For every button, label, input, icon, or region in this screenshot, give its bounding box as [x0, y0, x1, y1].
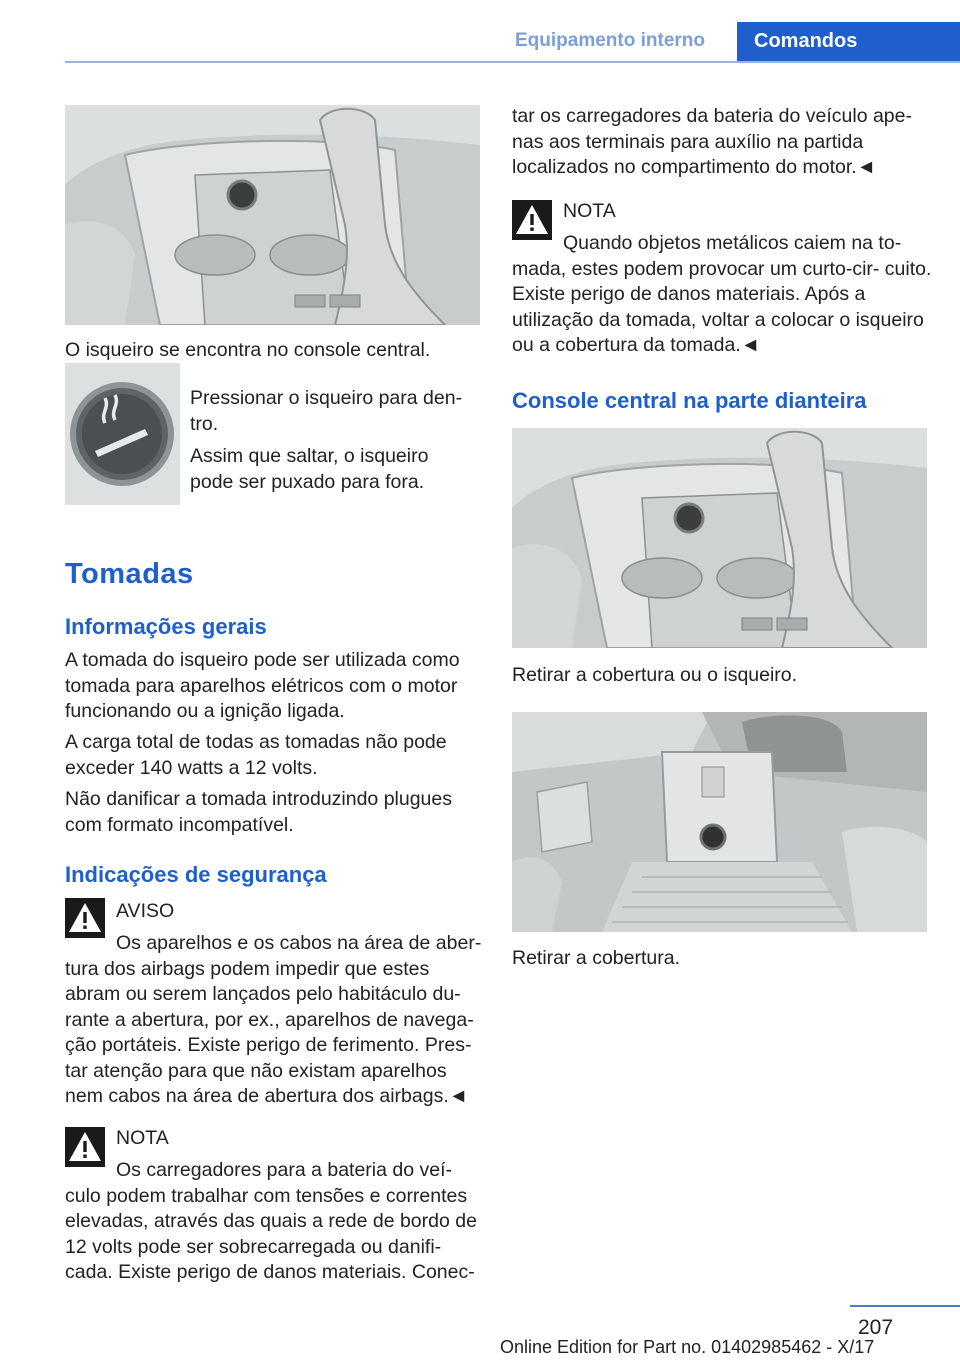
general-info-p3: Não danificar a tomada introduzindo plugues com formato incompatível.: [65, 788, 453, 836]
general-info-p2: A carga total de todas as tomadas não pode exceder 140 watts a 12 volts.: [65, 731, 447, 779]
photo-center-console-lighter: [65, 105, 480, 325]
note-text: Os carregadores para a bateria do veí‐ culo podem trabalhar com tensões e correntes elevadas, através das quais a rede de bordo de 12 volts pode ser sobrecarregada ou danifi‐ cada. Existe perigo de danos materiais. Conec‐: [65, 1159, 477, 1283]
chapter-tab-label: Comandos: [754, 30, 858, 52]
photo-rear-socket: [512, 712, 927, 932]
note-title: NOTA: [116, 1127, 169, 1149]
section-title-tomadas: Tomadas: [65, 558, 194, 590]
caption-lighter-location: O isqueiro se encontra no console central.: [65, 339, 431, 361]
caption-remove-cover: Retirar a cobertura.: [512, 947, 680, 969]
subheading-safety: Indicações de segurança: [65, 862, 327, 887]
footer-rule: [850, 1305, 960, 1307]
page-number: 207: [858, 1316, 894, 1339]
general-info-p1: A tomada do isqueiro pode ser utilizada como tomada para aparelhos elétricos com o motor funcionando ou a ignição ligada.: [65, 649, 460, 722]
subheading-general-info: Informações gerais: [65, 614, 267, 639]
header-rule: [65, 61, 960, 63]
warning-title: AVISO: [116, 900, 175, 922]
subheading-front-console: Console central na parte dianteira: [512, 388, 867, 413]
lighter-button-image: [65, 363, 180, 505]
lighter-pull-text: Assim que saltar, o isqueiro pode ser puxado para fora.: [190, 445, 429, 493]
lighter-press-text: Pressionar o isqueiro para den‐ tro.: [190, 387, 463, 435]
edition-footer: Online Edition for Part no. 01402985462 - X/17: [500, 1337, 875, 1357]
note2-text: Quando objetos metálicos caiem na to‐ mada, estes podem provocar um curto-cir‐ cuito. Existe perigo de danos materiais. Após a utilização da tomada, voltar a colocar o isqueiro ou a cobertura da tomada.◄: [512, 232, 932, 356]
note-continued-text: tar os carregadores da bateria do veículo ape‐ nas aos terminais para auxílio na partida localizados no compartimento do motor.◄: [512, 105, 912, 178]
running-header-section: Equipamento interno: [515, 30, 705, 51]
chapter-tab: [737, 22, 960, 63]
photo-front-console: [512, 428, 927, 648]
caption-remove-cover-or-lighter: Retirar a cobertura ou o isqueiro.: [512, 664, 798, 686]
warning-text: Os aparelhos e os cabos na área de aber‐ tura dos airbags podem impedir que estes abram ou serem lançados pelo habitáculo du‐ rante a abertura, por ex., aparelhos de navega‐ ção portáteis. Existe perigo de ferimento. Pres‐ tar atenção para que não existam aparelhos nem cabos na área de abertura dos airbags.◄: [65, 932, 482, 1107]
note2-title: NOTA: [563, 200, 616, 222]
